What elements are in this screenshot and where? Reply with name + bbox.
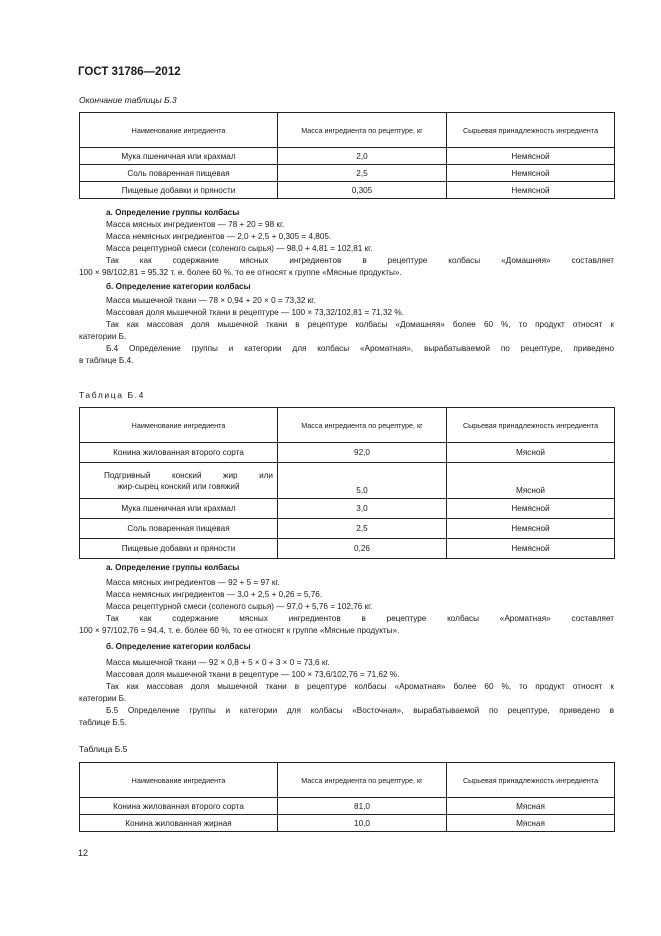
cell-line: жир-сырец конский или говяжий: [117, 481, 240, 491]
text-line: Так как массовая доля мышечной ткани в рецептуре колбасы «Домашняя» более 60 %, то продукт относят к: [106, 320, 614, 329]
header-cell: Масса ингредиента по рецептуре, кг: [278, 113, 447, 148]
text-line: Масса мышечной ткани — 92 × 0,8 + 5 × 0 + 3 × 0 = 73,6 кг.: [106, 658, 330, 667]
table-cell: 2,5: [278, 165, 447, 182]
section-domashnyaya: [79, 207, 614, 367]
header-cell: Сырьевая принадлежность ингредиента: [447, 763, 615, 798]
table-b5-caption: Таблица Б.5: [79, 744, 128, 754]
text-line: Так как массовая доля мышечной ткани в рецептуре колбасы «Ароматная» более 60 %, то продукт относят к: [106, 682, 614, 691]
subsection-title: б. Определение категории колбасы: [106, 642, 251, 651]
table-cell: 3,0: [278, 499, 447, 519]
table-b5: [79, 762, 615, 832]
table-cell: Соль поваренная пищевая: [80, 519, 278, 539]
text-line: Массовая доля мышечной ткани в рецептуре — 100 × 73,32/102,81 = 71,32 %.: [106, 308, 404, 317]
table-cell: 0,305: [278, 182, 447, 199]
table-b4: [79, 407, 615, 559]
header-cell: Наименование ингредиента: [80, 408, 278, 443]
subsection-title: б. Определение категории колбасы: [106, 282, 251, 291]
text-line: таблице Б.5.: [79, 718, 127, 727]
table-cell: Пищевые добавки и пряности: [80, 182, 278, 199]
subsection-title: а. Определение группы колбасы: [106, 563, 240, 572]
header-cell: Сырьевая принадлежность ингредиента: [447, 113, 615, 148]
header-cell: Масса ингредиента по рецептуре, кг: [278, 408, 447, 443]
table-cell: Конина жилованная второго сорта: [80, 443, 278, 463]
table-row: [80, 165, 615, 182]
table-cell: Конина жилованная второго сорта: [80, 798, 278, 815]
table-cell: Мука пшеничная или крахмал: [80, 499, 278, 519]
table-cell: 0,26: [278, 539, 447, 559]
text-line: 100 × 97/102,76 = 94,4, т. е. более 60 %, то ее относят к группе «Мясные продукты».: [79, 626, 400, 635]
table-cell: 92,0: [278, 443, 447, 463]
table-row: [80, 798, 615, 815]
text-line: Б.5 Определение группы и категории для колбасы «Восточная», вырабатываемой по рецептуре, приведено в: [106, 706, 614, 715]
header-cell: Наименование ингредиента: [80, 113, 278, 148]
table-cell: Соль поваренная пищевая: [80, 165, 278, 182]
table-cell: Мясная: [447, 798, 615, 815]
text-line: Масса рецептурной смеси (соленого сырья) — 98,0 + 4,81 = 102,81 кг.: [106, 244, 373, 253]
page-number: 12: [78, 848, 89, 858]
text-line: Масса немясных ингредиентов — 3,0 + 2,5 + 0,26 = 5,76.: [106, 590, 323, 599]
table-b4-caption: Таблица Б.4: [79, 390, 145, 400]
table-cell: Немясной: [447, 182, 615, 199]
text-line: Так как содержание мясных ингредиентов в рецептуре колбасы «Домашняя» составляет: [106, 256, 614, 265]
table-row: [80, 519, 615, 539]
table-header-row: [80, 113, 615, 148]
text-line: категории Б.: [79, 332, 127, 341]
section-aromatnaya: [79, 562, 614, 729]
cell-line: Подгривный конский жир или: [104, 470, 273, 480]
text-line: Масса немясных ингредиентов — 2,0 + 2,5 + 0,305 = 4,805.: [106, 232, 332, 241]
table-b3-caption: Окончание таблицы Б.3: [79, 95, 177, 105]
table-row: [80, 463, 615, 499]
text-line: 100 × 98/102,81 = 95,32 т. е. более 60 %, то ее относят к группе «Мясные продукты».: [79, 268, 402, 277]
subsection-title: а. Определение группы колбасы: [106, 208, 240, 217]
text-line: Б.4 Определение группы и категории для колбасы «Ароматная», вырабатываемой по рецептуре, приведено: [106, 344, 614, 353]
table-b3: [79, 112, 615, 199]
text-line: Так как содержание мясных ингредиентов в рецептуре колбасы «Ароматная» составляет: [106, 614, 614, 623]
text-line: Массовая доля мышечной ткани в рецептуре — 100 × 73,6/102,76 = 71,62 %.: [106, 670, 400, 679]
table-cell: 81,0: [278, 798, 447, 815]
table-header-row: [80, 763, 615, 798]
table-row: [80, 182, 615, 199]
table-row: [80, 815, 615, 832]
table-cell: Конина жилованная жирная: [80, 815, 278, 832]
header-cell: Наименование ингредиента: [80, 763, 278, 798]
table-cell: [80, 463, 278, 499]
table-cell: Мясной: [447, 443, 615, 463]
document-header: ГОСТ 31786—2012: [78, 66, 181, 78]
table-cell: 5,0: [278, 463, 447, 499]
table-cell: Немясной: [447, 539, 615, 559]
table-cell: Немясной: [447, 148, 615, 165]
header-cell: Сырьевая принадлежность ингредиента: [447, 408, 615, 443]
table-row: [80, 443, 615, 463]
text-line: Масса мясных ингредиентов — 78 + 20 = 98 кг.: [106, 220, 285, 229]
text-line: категории Б.: [79, 694, 127, 703]
table-row: [80, 148, 615, 165]
text-line: Масса мясных ингредиентов — 92 + 5 = 97 кг.: [106, 578, 280, 587]
table-cell: Мясная: [447, 815, 615, 832]
table-cell: Пищевые добавки и пряности: [80, 539, 278, 559]
table-cell: 10,0: [278, 815, 447, 832]
table-cell: Мука пшеничная или крахмал: [80, 148, 278, 165]
header-cell: Масса ингредиента по рецептуре, кг: [278, 763, 447, 798]
table-cell: Немясной: [447, 499, 615, 519]
table-cell: Мясной: [447, 463, 615, 499]
table-header-row: [80, 408, 615, 443]
text-line: Масса рецептурной смеси (соленого сырья) — 97,0 + 5,76 = 102,76 кг.: [106, 602, 373, 611]
table-row: [80, 539, 615, 559]
table-cell: Немясной: [447, 519, 615, 539]
table-row: [80, 499, 615, 519]
table-cell: 2,0: [278, 148, 447, 165]
table-cell: Немясной: [447, 165, 615, 182]
text-line: Масса мышечной ткани — 78 × 0,94 + 20 × 0 = 73,32 кг.: [106, 296, 316, 305]
text-line: в таблице Б.4.: [79, 356, 134, 365]
table-cell: 2,5: [278, 519, 447, 539]
